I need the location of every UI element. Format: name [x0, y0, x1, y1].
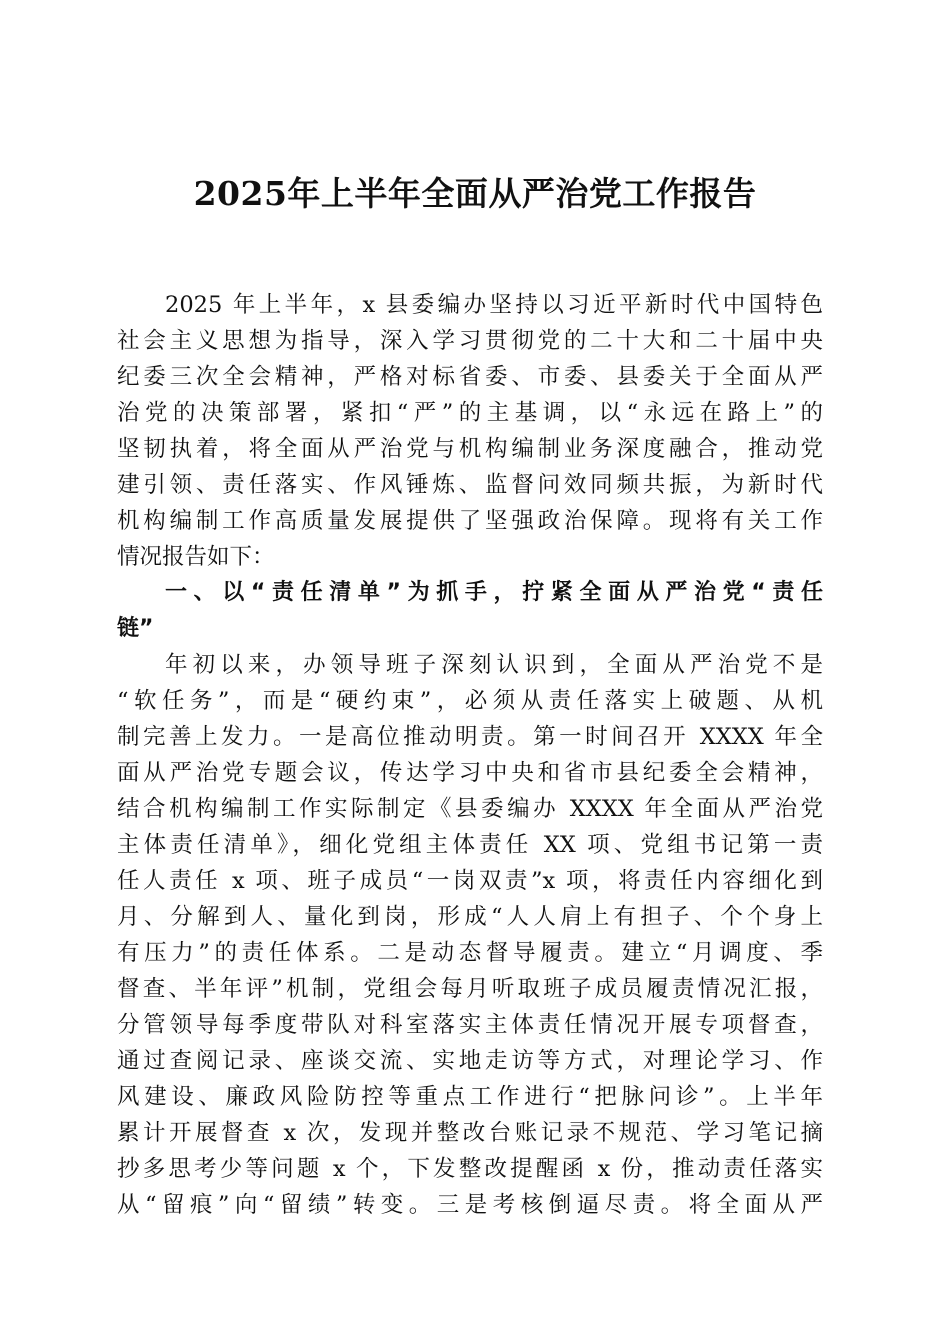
- paragraph-line: 坚韧执着，将全面从严治党与机构编制业务深度融合，推动党: [117, 436, 823, 462]
- paragraph-line: 建引领、责任落实、作风锤炼、监督问效同频共振，为新时代: [117, 472, 823, 498]
- paragraph-line: 通过查阅记录、座谈交流、实地走访等方式，对理论学习、作: [117, 1048, 823, 1074]
- paragraph-line: 机构编制工作高质量发展提供了坚强政治保障。现将有关工作: [117, 508, 823, 534]
- paragraph-line: 有压力”的责任体系。二是动态督导履责。建立“月调度、季: [117, 940, 823, 966]
- paragraph-line: 累计开展督查 x 次，发现并整改台账记录不规范、学习笔记摘: [117, 1120, 823, 1146]
- section-heading: 一、以“责任清单”为抓手，拧紧全面从严治党“责任: [165, 580, 823, 605]
- document-body: [117, 287, 823, 1223]
- paragraph-line: “软任务”，而是“硬约束”，必须从责任落实上破题、从机: [117, 688, 823, 714]
- paragraph-line: 制完善上发力。一是高位推动明责。第一时间召开 XXXX 年全: [117, 724, 823, 750]
- paragraph-line: 主体责任清单》，细化党组主体责任 XX 项、党组书记第一责: [117, 832, 823, 858]
- paragraph-line: 抄多思考少等问题 x 个，下发整改提醒函 x 份，推动责任落实: [117, 1156, 823, 1182]
- paragraph-line: 风建设、廉政风险防控等重点工作进行“把脉问诊”。上半年: [117, 1084, 823, 1110]
- paragraph-line: 社会主义思想为指导，深入学习贯彻党的二十大和二十届中央: [117, 328, 823, 354]
- paragraph-line: 面从严治党专题会议，传达学习中央和省市县纪委全会精神，: [117, 760, 823, 786]
- paragraph-line: 2025 年上半年，x 县委编办坚持以习近平新时代中国特色: [165, 292, 823, 318]
- paragraph-line: 从“留痕”向“留绩”转变。三是考核倒逼尽责。将全面从严: [117, 1192, 823, 1218]
- paragraph-line: 治党的决策部署，紧扣“严”的主基调，以“永远在路上”的: [117, 400, 823, 426]
- section-heading: 链”: [117, 616, 154, 641]
- paragraph-line: 年初以来，办领导班子深刻认识到，全面从严治党不是: [165, 652, 823, 678]
- paragraph-line: 结合机构编制工作实际制定《县委编办 XXXX 年全面从严治党: [117, 796, 823, 822]
- paragraph-line: 督查、半年评”机制，党组会每月听取班子成员履责情况汇报，: [117, 976, 823, 1002]
- paragraph-line: 情况报告如下：: [117, 544, 275, 570]
- document-title: 2025年上半年全面从严治党工作报告: [193, 174, 757, 213]
- paragraph-line: 分管领导每季度带队对科室落实主体责任情况开展专项督查，: [117, 1012, 823, 1038]
- paragraph-line: 任人责任 x 项、班子成员“一岗双责”x 项，将责任内容细化到: [117, 868, 823, 894]
- paragraph-line: 月、分解到人、量化到岗，形成“人人肩上有担子、个个身上: [117, 904, 823, 930]
- paragraph-line: 纪委三次全会精神，严格对标省委、市委、县委关于全面从严: [117, 364, 823, 390]
